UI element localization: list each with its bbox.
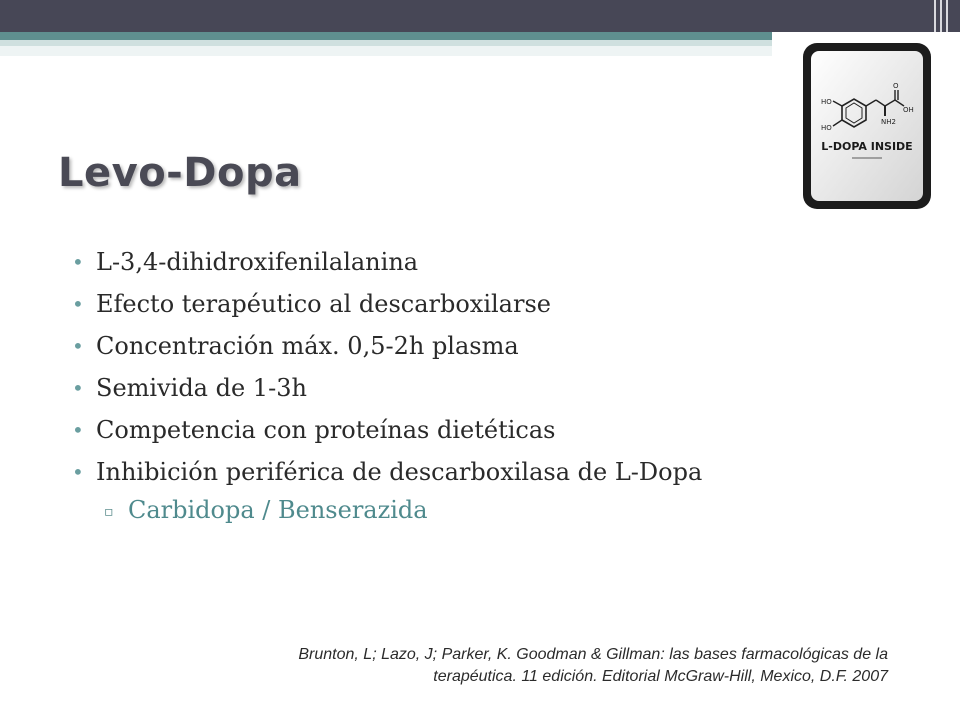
- header-accent-strip: [0, 32, 772, 40]
- nh2-label: NH2: [881, 118, 896, 126]
- header-fade-strip: [0, 46, 772, 56]
- sub-bullet-square-icon: ▫: [104, 504, 114, 520]
- reference-line-2: terapéutica. 11 edición. Editorial McGraw-Hill, Mexico, D.F. 2007: [433, 668, 888, 685]
- o-label: O: [893, 82, 899, 90]
- bullet-item: • L-3,4-dihidroxifenilalanina: [72, 248, 419, 276]
- bullet-dot-icon: •: [72, 250, 84, 274]
- ldopa-tablet-image: [802, 42, 932, 210]
- bullet-dot-icon: •: [72, 376, 84, 400]
- reference-line-1: Brunton, L; Lazo, J; Parker, K. Goodman & Gillman: las bases farmacológicas de la: [298, 646, 888, 663]
- bullet-dot-icon: •: [72, 334, 84, 358]
- oh-label: OH: [903, 106, 914, 114]
- slide-title: Levo-Dopa: [58, 150, 302, 196]
- bullet-dot-icon: •: [72, 418, 84, 442]
- bullet-dot-icon: •: [72, 460, 84, 484]
- ho-top-label: HO: [821, 98, 832, 106]
- header-edge-lines: [934, 0, 954, 32]
- ho-bottom-label: HO: [821, 124, 832, 132]
- header-bar: [0, 0, 960, 32]
- bullet-item: • Competencia con proteínas dietéticas: [72, 416, 556, 444]
- bullet-dot-icon: •: [72, 292, 84, 316]
- reference-citation: [188, 644, 888, 688]
- bullet-list: [72, 248, 832, 524]
- bullet-item: • Concentración máx. 0,5-2h plasma: [72, 332, 519, 360]
- bullet-item: • Inhibición periférica de descarboxilasa de L-Dopa: [72, 458, 703, 486]
- bullet-item: • Efecto terapéutico al descarboxilarse: [72, 290, 551, 318]
- bullet-item: • Semivida de 1-3h: [72, 374, 307, 402]
- ldopa-inside-label: L-DOPA INSIDE: [821, 140, 913, 153]
- sub-bullet-item: ▫ Carbidopa / Benserazida: [104, 496, 428, 524]
